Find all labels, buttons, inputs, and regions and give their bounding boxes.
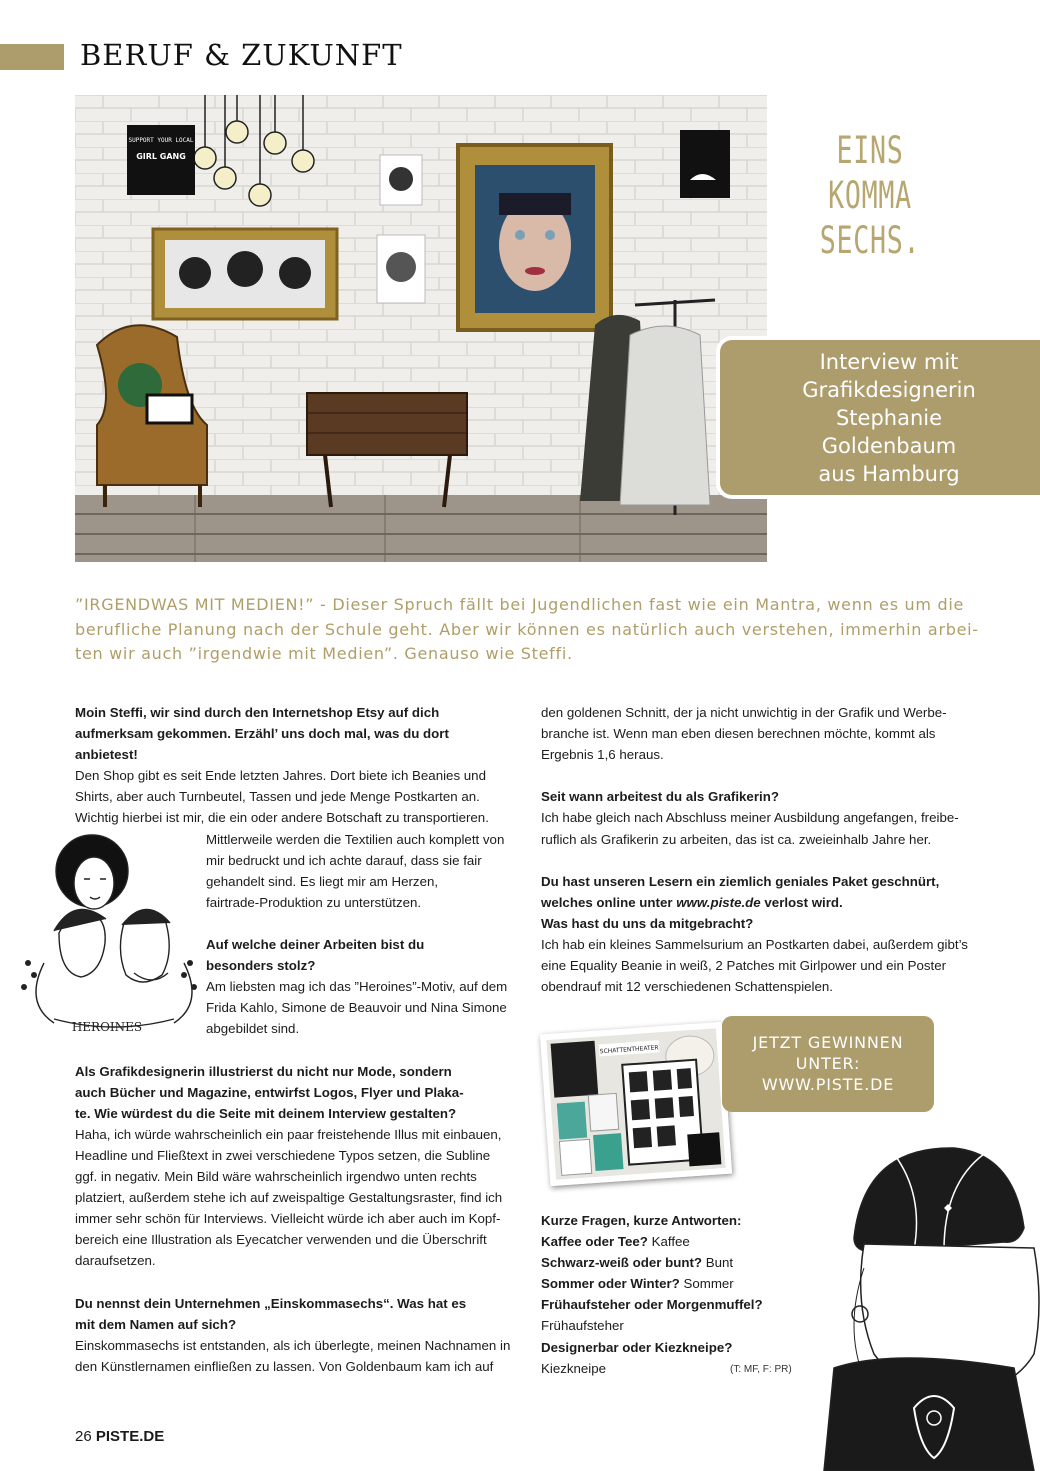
question-text: mit dem Namen auf sich? [75, 1316, 237, 1332]
question-text: Du nennst dein Unternehmen „Einskommasechs“. Was hat es [75, 1295, 467, 1311]
answer-text: Ergebnis 1,6 heraus. [541, 747, 664, 763]
question-fragment: welches online unter [541, 894, 677, 910]
win-line: WWW.PISTE.DE [761, 1075, 895, 1094]
answer-text: Ich hab ein kleines Sammelsurium an Postkarten dabei, außerdem gibt’s [541, 937, 968, 953]
intro-line: berufliche Planung nach der Schule geht. Aber wir können es natürlich auch verstehen, immerhin arbei- [75, 619, 979, 639]
cap-girl-illustration [794, 1118, 1040, 1471]
section-title: BERUF & ZUKUNFT [80, 38, 403, 72]
poster-text-2: GIRL GANG [136, 152, 186, 161]
answer-text: gehandelt sind. Es liegt mir am Herzen, [206, 873, 439, 889]
quick-answer: Bunt [702, 1255, 734, 1271]
answer-text: Headline und Fließtext in zwei verschiedene Typos setzen, die Subline [75, 1147, 491, 1163]
answer-text: Frida Kahlo, Simone de Beauvoir und Nina Simone [206, 1000, 507, 1016]
quick-item [541, 1231, 821, 1252]
quick-item [541, 1252, 821, 1273]
question-text [541, 892, 991, 913]
answer-text: Wichtig hierbei ist mir, die ein oder andere Botschaft zu transportieren. [75, 810, 489, 826]
answer-text: eine Equality Beanie in weiß, 2 Patches mit Girlpower und ein Poster [541, 958, 947, 974]
intro-paragraph [75, 593, 979, 667]
answer-text: Shirts, aber auch Turnbeutel, Tassen und jede Menge Postkarten an. [75, 789, 480, 805]
question-text: Was hast du uns da mitgebracht? [541, 915, 754, 931]
section-color-bar [0, 44, 64, 70]
footer-brand: PISTE.DE [95, 1428, 165, 1445]
answer-text: Am liebsten mag ich das ”Heroines”-Motiv, auf dem [206, 979, 508, 995]
prize-package-photo [540, 1022, 732, 1186]
heroines-illustration [14, 813, 204, 1045]
quick-question: Kaffee oder Tee? [541, 1234, 648, 1250]
quick-question: Sommer oder Winter? [541, 1276, 680, 1292]
answer-text: Mittlerweile werden die Textilien auch komplett von [206, 831, 505, 847]
answer-text: fairtrade-Produktion zu unterstützen. [206, 894, 422, 910]
question-text: Moin Steffi, wir sind durch den Internetshop Etsy auf dich [75, 705, 440, 720]
hero-illustration [75, 95, 767, 562]
quick-question: Designerbar oder Kiezkneipe? [541, 1339, 733, 1355]
question-text: auch Bücher und Magazine, entwirfst Logos, Flyer und Plaka- [75, 1084, 464, 1100]
question-text: Als Grafikdesignerin illustrierst du nicht nur Mode, sondern [75, 1063, 452, 1079]
einskommasechs-logo [812, 128, 927, 263]
question-text: Seit wann arbeitest du als Grafikerin? [541, 789, 779, 805]
answer-text: Einskommasechs ist entstanden, als ich überlegte, meinen Nachnamen in [75, 1337, 511, 1353]
answer-text: ggf. in negativ. Mein Bild wäre wahrscheinlich irgendwo unten rechts [75, 1169, 477, 1185]
quick-item [541, 1273, 821, 1294]
subtitle-line: aus Hamburg [818, 462, 960, 486]
answer-text: den goldenen Schnitt, der ja nicht unwichtig in der Grafik und Werbe- [541, 705, 947, 720]
question-text: te. Wie würdest du die Seite mit deinem Interview gestalten? [75, 1105, 457, 1121]
heroines-label: HEROINES [71, 1020, 143, 1034]
quick-title: Kurze Fragen, kurze Antworten: [541, 1213, 742, 1228]
answer-text: Haha, ich würde wahrscheinlich ein paar freistehende Illus mit einbauen, [75, 1126, 502, 1142]
quick-item [541, 1337, 821, 1358]
quick-answer: Sommer [679, 1276, 734, 1292]
answer-text: mir bedruckt und ich achte darauf, dass sie fair [206, 852, 482, 868]
answer-text: branche ist. Wenn man eben diesen berechnen möchte, kommt als [541, 726, 936, 742]
piste-link[interactable]: www.piste.de [676, 894, 761, 910]
page-number: 26 [75, 1428, 92, 1445]
page-footer [75, 1428, 164, 1445]
subtitle-line: Stephanie [835, 406, 943, 430]
question-fragment: verlost wird. [760, 894, 843, 910]
logo-line: KOMMA [828, 174, 912, 217]
question-text: besonders stolz? [206, 958, 316, 974]
interview-subtitle-box [716, 336, 1040, 499]
answer-text: bereich eine Illustration als Eyecatcher verwenden und die Überschrift [75, 1232, 487, 1248]
photo-credit: (T: MF, F: PR) [730, 1364, 792, 1375]
quick-item [541, 1315, 821, 1336]
logo-line: SECHS. [819, 219, 921, 262]
quick-item [541, 1294, 821, 1315]
subtitle-line: Grafikdesignerin [802, 378, 976, 402]
question-text: anbietest! [75, 747, 138, 763]
answer-text: den Künstlernamen einfließen zu lassen. Von Goldenbaum kam ich auf [75, 1358, 494, 1374]
quick-answer: Kiezkneipe [541, 1360, 607, 1376]
answer-text: ruflich als Grafikerin zu arbeiten, das ist ca. zweieinhalb Jahre her. [541, 831, 932, 847]
quick-question: Frühaufsteher oder Morgenmuffel? [541, 1297, 763, 1313]
win-line: JETZT GEWINNEN [752, 1033, 904, 1052]
answer-text: obendrauf mit 12 verschiedenen Schattenspielen. [541, 979, 833, 995]
question-text: Du hast unseren Lesern ein ziemlich geniales Paket geschnürt, [541, 873, 940, 889]
subtitle-line: Goldenbaum [821, 434, 957, 458]
win-line: UNTER: [795, 1054, 861, 1073]
answer-text: Ich habe gleich nach Abschluss meiner Ausbildung angefangen, freibe- [541, 810, 959, 826]
answer-text: daraufsetzen. [75, 1253, 156, 1269]
logo-line: EINS [836, 129, 904, 172]
prize-label: SCHATTENTHEATER [599, 1044, 659, 1056]
answer-text: platziert, außerdem stehe ich auf zweispaltige Gestaltungsraster, find ich [75, 1190, 503, 1206]
win-callout-box [722, 1016, 934, 1112]
quick-answer: Frühaufsteher [541, 1318, 624, 1334]
intro-line: ”IRGENDWAS MIT MEDIEN!” - Dieser Spruch fällt bei Jugendlichen fast wie ein Mantra, wenn es um die [75, 595, 965, 614]
intro-line: ten wir auch ”irgendwie mit Medien”. Genauso wie Steffi. [75, 644, 573, 663]
quick-answer: Kaffee [647, 1234, 690, 1250]
answer-text: Den Shop gibt es seit Ende letzten Jahres. Dort biete ich Beanies und [75, 768, 486, 784]
answer-text: immer sehr schön für Interviews. Vielleicht würde ich aber auch im Kopf- [75, 1211, 501, 1227]
quick-questions [541, 1210, 821, 1379]
quick-question: Schwarz-weiß oder bunt? [541, 1255, 703, 1271]
right-column [541, 702, 991, 997]
answer-text: abgebildet sind. [206, 1021, 300, 1037]
poster-text-1: SUPPORT YOUR LOCAL [128, 137, 194, 144]
question-text: aufmerksam gekommen. Erzähl’ uns doch mal, was du dort [75, 726, 449, 742]
question-text: Auf welche deiner Arbeiten bist du [206, 937, 425, 953]
subtitle-line: Interview mit [819, 350, 959, 374]
